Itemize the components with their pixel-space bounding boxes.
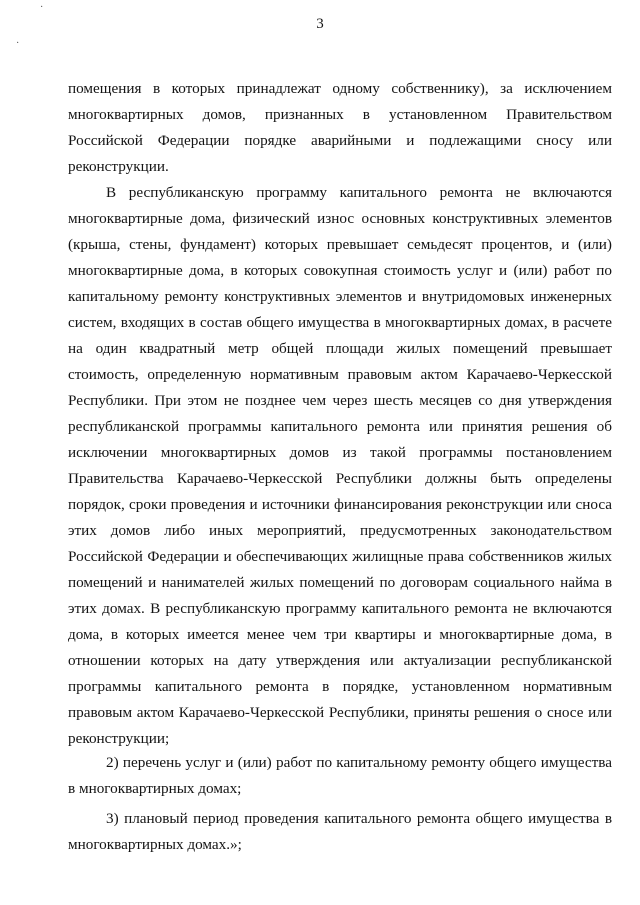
scan-mark: ·: [40, 2, 44, 13]
paragraph-continuation: помещения в которых принадлежат одному собственнику), за исключением многоквартирных домов, признанных в установленном Правительством Российской Федерации порядке аварийными и подлежащими сносу или реконструкции.: [68, 80, 612, 175]
paragraph-item-2: 2) перечень услуг и (или) работ по капитальному ремонту общего имущества в многоквартирных домах;: [68, 754, 612, 797]
scan-mark: ·: [16, 38, 20, 49]
paragraph-exclusions: В республиканскую программу капитального ремонта не включаются многоквартирные дома, физический износ основных конструктивных элементов (крыша, стены, фундамент) которых превышает семьдесят процентов, и (или) многоквартирные дома, в которых совокупная стоимость услуг и (или) работ по капитальному ремонту конструктивных элементов и внутридомовых инженерных систем, входящих в состав общего имущества в многоквартирных домах, в расчете на один квадратный метр общей площади жилых помещений превышает стоимость, определенную нормативным правовым актом Карачаево-Черкесской Республики. При этом не позднее чем через шесть месяцев со дня утверждения республиканской программы капитального ремонта или принятия решения об исключении многоквартирных домов из такой программы постановлением Правительства Карачаево-Черкесской Республики должны быть определены порядок, сроки проведения и источники финансирования реконструкции или сноса этих домов либо иных мероприятий, предусмотренных законодательством Российской Федерации и обеспечивающих жилищные права собственников жилых помещений и нанимателей жилых помещений по договорам социального найма в этих домах. В республиканскую программу капитального ремонта не включаются дома, в которых имеется менее чем три квартиры и многоквартирные дома, в отношении которых на дату утверждения или актуализации республиканской программы капитального ремонта в порядке, установленном нормативным правовым актом Карачаево-Черкесской Республики, приняты решения о сносе или реконструкции;: [68, 184, 612, 747]
paragraph-item-3: 3) плановый период проведения капитального ремонта общего имущества в многоквартирных домах.»;: [68, 810, 612, 853]
page-number: 3: [316, 16, 324, 32]
